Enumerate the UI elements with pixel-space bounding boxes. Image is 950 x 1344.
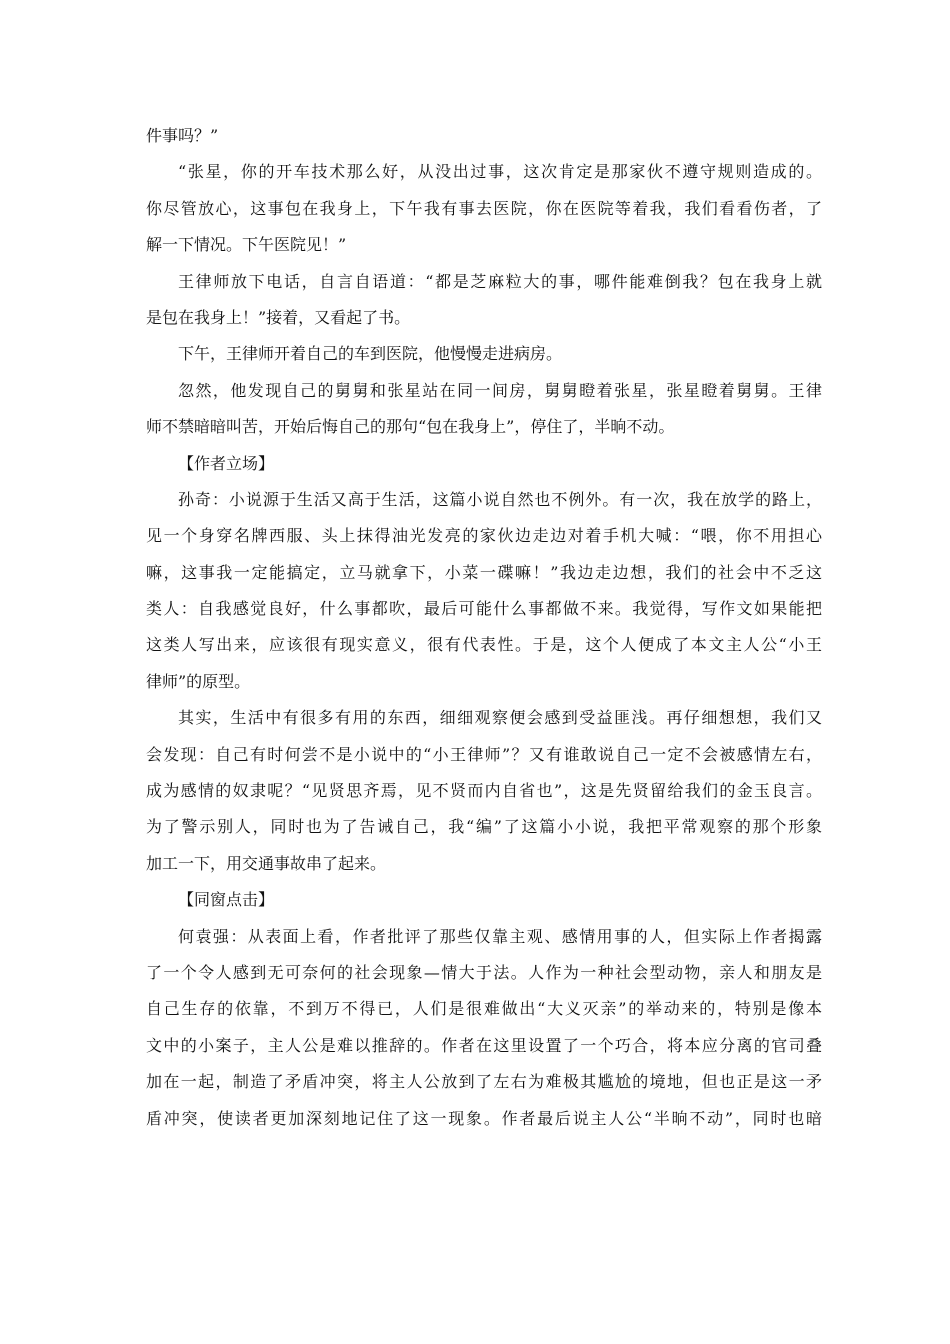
text-line: 是包在我身上！”接着，又看起了书。 [146,307,411,327]
text-line: 为了警示别人，同时也为了告诫自己，我“编”了这篇小小说，我把平常观察的那个形象 [146,817,822,837]
text-line: 自己生存的依靠，不到万不得已，人们是很难做出“大义灭亲”的举动来的，特别是像本 [146,999,822,1019]
text-line: 忽然，他发现自己的舅舅和张星站在同一间房，舅舅瞪着张星，张星瞪着舅舅。王律 [178,380,822,400]
text-line: 解一下情况。下午医院见！” [146,235,347,255]
text-line: 了一个令人感到无可奈何的社会现象—情大于法。人作为一种社会型动物，亲人和朋友是 [146,962,822,982]
text-line: 其实，生活中有很多有用的东西，细细观察便会感到受益匪浅。再仔细想想，我们又 [178,708,822,728]
text-line: 下午，王律师开着自己的车到医院，他慢慢走进病房。 [178,344,563,364]
text-line: 类人：自我感觉良好，什么事都吹，最后可能什么事都做不来。我觉得，写作文如果能把 [146,599,822,619]
text-line: 你尽管放心，这事包在我身上，下午我有事去医院，你在医院等着我，我们看看伤者，了 [146,198,822,218]
body-text [146,118,822,1137]
text-line: 王律师放下电话，自言自语道：“都是芝麻粒大的事，哪件能难倒我？包在我身上就 [178,271,822,291]
text-line: “张星，你的开车技术那么好，从没出过事，这次肯定是那家伙不遵守规则造成的。 [178,162,822,182]
text-line: 师不禁暗暗叫苦，开始后悔自己的那句“包在我身上”，停住了，半晌不动。 [146,417,675,437]
text-line: 加工一下，用交通事故串了起来。 [146,853,387,873]
text-line: 文中的小案子，主人公是难以推辞的。作者在这里设置了一个巧合，将本应分离的官司叠 [146,1035,822,1055]
text-line: 会发现：自己有时何尝不是小说中的“小王律师”？又有谁敢说自己一定不会被感情左右， [146,744,822,764]
text-line: 嘛，这事我一定能搞定，立马就拿下，小菜一碟嘛！”我边走边想，我们的社会中不乏这 [146,562,822,582]
text-line: 成为感情的奴隶呢？“见贤思齐焉，见不贤而内自省也”，这是先贤留给我们的金玉良言。 [146,781,822,801]
text-line: 【同窗点击】 [178,890,275,910]
text-line: 加在一起，制造了矛盾冲突，将主人公放到了左右为难极其尴尬的境地，但也正是这一矛 [146,1072,822,1092]
text-line: 件事吗？” [146,126,219,145]
text-line: 孙奇：小说源于生活又高于生活，这篇小说自然也不例外。有一次，我在放学的路上， [178,489,822,509]
text-line: 何袁强：从表面上看，作者批评了那些仅靠主观、感情用事的人，但实际上作者揭露 [178,926,822,946]
text-line: 【作者立场】 [178,453,275,473]
text-line: 见一个身穿名牌西服、头上抹得油光发亮的家伙边走边对着手机大喊：“喂，你不用担心 [146,526,822,546]
text-line: 盾冲突，使读者更加深刻地记住了这一现象。作者最后说主人公“半晌不动”，同时也暗 [146,1108,822,1128]
text-line: 律师”的原型。 [146,671,251,691]
text-line: 这类人写出来，应该很有现实意义，很有代表性。于是，这个人便成了本文主人公“小王 [146,635,822,655]
